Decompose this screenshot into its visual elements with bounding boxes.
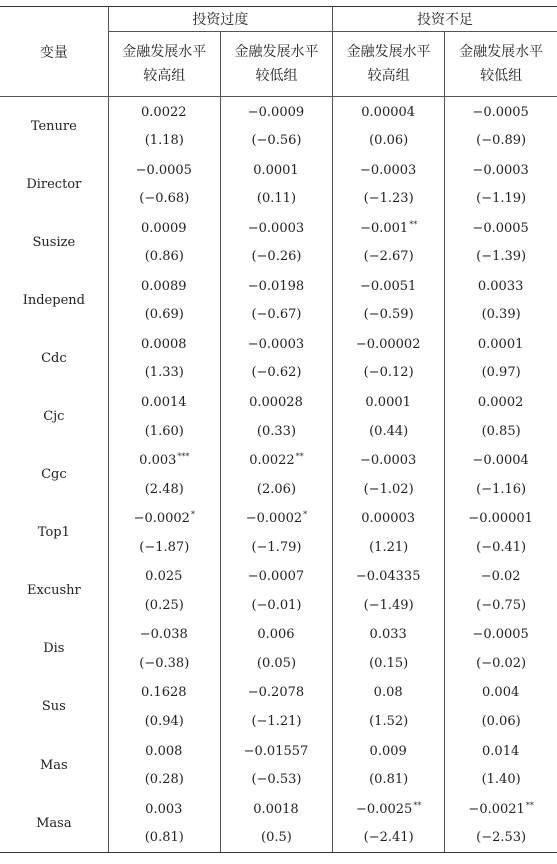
t-statistic-cell: (0.44) (333, 417, 445, 446)
coefficient-value: −0.038 (139, 627, 188, 643)
coefficient-value: −0.0005 (472, 104, 529, 120)
coefficient-cell (220, 562, 332, 591)
t-statistic-cell: (−1.02) (333, 475, 445, 504)
coefficient-cell (108, 562, 220, 591)
coefficient-cell (333, 504, 445, 533)
coefficient-cell (333, 213, 445, 242)
significance-stars: ** (409, 219, 418, 229)
coefficient-cell (108, 620, 220, 649)
t-statistic-cell: (−2.41) (333, 823, 445, 853)
table-row (0, 678, 557, 707)
table-row (0, 329, 557, 358)
coefficient-value: −0.00001 (468, 511, 533, 527)
coefficient-cell (333, 329, 445, 358)
table-row (0, 562, 557, 591)
coefficient-value: −0.0005 (472, 220, 529, 236)
coefficient-cell (333, 678, 445, 707)
coefficient-value: 0.033 (369, 627, 407, 643)
coefficient-value: 0.0008 (141, 336, 187, 352)
t-statistic-cell: (−0.68) (108, 184, 220, 213)
t-statistic-cell: (0.06) (333, 126, 445, 155)
coefficient-cell (108, 155, 220, 184)
t-statistic-cell: (−1.87) (108, 533, 220, 562)
coefficient-value: 0.0014 (141, 394, 187, 410)
coefficient-value: 0.00028 (249, 394, 303, 410)
subgroup-header (220, 32, 332, 97)
coefficient-cell (445, 97, 557, 127)
variable-name: Dis (0, 620, 108, 678)
variable-name: Cdc (0, 329, 108, 387)
coefficient-cell (333, 387, 445, 416)
coefficient-value: 0.0018 (253, 801, 299, 817)
coefficient-value: −0.01557 (243, 743, 309, 759)
coefficient-cell (220, 620, 332, 649)
coefficient-value: −0.0003 (359, 453, 417, 469)
group-header-underinvestment: 投资不足 (333, 7, 557, 32)
t-statistic-cell: (0.94) (108, 707, 220, 736)
coefficient-value: −0.0003 (359, 162, 417, 178)
t-statistic-cell: (−1.23) (333, 184, 445, 213)
t-statistic-cell: (1.33) (108, 358, 220, 387)
table-row (0, 736, 557, 765)
variable-name: Tenure (0, 97, 108, 156)
coefficient-cell (333, 271, 445, 300)
subgroup-line1: 金融发展水平 (346, 44, 431, 60)
variable-name: Top1 (0, 504, 108, 562)
coefficient-cell (220, 329, 332, 358)
coefficient-value: −0.04335 (355, 569, 421, 585)
coefficient-cell (220, 736, 332, 765)
t-statistic-cell: (0.25) (108, 591, 220, 620)
table-row (0, 271, 557, 300)
coefficient-cell (220, 446, 332, 475)
t-statistic-cell: (0.06) (481, 714, 521, 729)
t-statistic-cell: (−1.16) (476, 481, 527, 497)
coefficient-cell (108, 97, 220, 127)
coefficient-cell (333, 155, 445, 184)
table-row (0, 504, 557, 533)
coefficient-cell (333, 794, 445, 823)
t-statistic-cell: (−0.12) (333, 358, 445, 387)
coefficient-value: −0.0005 (135, 162, 192, 178)
table-row (0, 794, 557, 823)
coefficient-cell (220, 387, 332, 416)
coefficient-cell (445, 271, 557, 300)
coefficient-value: −0.0003 (247, 336, 305, 352)
variable-name: Sus (0, 678, 108, 736)
t-statistic-cell: (0.5) (220, 823, 332, 853)
coefficient-value: 0.0001 (253, 162, 299, 178)
subgroup-header (108, 32, 220, 97)
coefficient-value: 0.0001 (365, 394, 411, 410)
coefficient-cell (333, 620, 445, 649)
t-statistic-cell: (−0.26) (220, 242, 332, 271)
coefficient-cell (445, 562, 557, 591)
t-statistic-cell: (−2.67) (333, 242, 445, 271)
subgroup-line2: 较低组 (255, 68, 298, 84)
t-statistic-cell: (0.33) (220, 417, 332, 446)
coefficient-cell (108, 504, 220, 533)
group-header-overinvestment: 投资过度 (108, 7, 332, 32)
subgroup-line1: 金融发展水平 (122, 44, 207, 60)
coefficient-value: 0.0009 (141, 220, 187, 236)
subgroup-header (445, 32, 557, 97)
t-statistic-cell: (−0.67) (220, 300, 332, 329)
significance-stars: ** (295, 452, 304, 462)
subgroup-line1: 金融发展水平 (234, 44, 319, 60)
variable-header: 变量 (0, 7, 108, 97)
coefficient-cell (445, 736, 557, 765)
subgroup-line1: 金融发展水平 (459, 44, 544, 60)
coefficient-cell (108, 387, 220, 416)
coefficient-cell (445, 329, 557, 358)
variable-name: Masa (0, 794, 108, 853)
t-statistic-cell: (−2.53) (445, 823, 557, 853)
t-statistic-cell: (−0.38) (108, 649, 220, 678)
coefficient-value: 0.0022 (141, 104, 187, 120)
coefficient-cell (108, 271, 220, 300)
coefficient-value: −0.0003 (472, 162, 529, 178)
coefficient-value: 0.009 (369, 743, 407, 759)
coefficient-value: 0.00003 (361, 511, 416, 527)
table-row (0, 446, 557, 475)
coefficient-value: 0.014 (482, 743, 520, 759)
coefficient-cell (333, 446, 445, 475)
coefficient-cell (220, 504, 332, 533)
t-statistic-cell: (0.05) (220, 649, 332, 678)
coefficient-cell (108, 446, 220, 475)
t-statistic-cell: (−0.02) (476, 655, 527, 671)
significance-stars: * (190, 510, 195, 520)
t-statistic-cell: (−0.53) (220, 765, 332, 794)
t-statistic-cell: (2.06) (220, 475, 332, 504)
t-statistic-cell: (−1.19) (476, 191, 527, 207)
table-row (0, 620, 557, 649)
significance-stars: ** (413, 800, 422, 810)
coefficient-cell (333, 97, 445, 127)
coefficient-value: −0.0009 (247, 104, 305, 120)
t-statistic-cell: (1.52) (333, 707, 445, 736)
coefficient-cell (220, 213, 332, 242)
t-statistic-cell: (−1.49) (333, 591, 445, 620)
coefficient-value: −0.0005 (472, 627, 529, 643)
t-statistic-cell: (1.40) (481, 772, 521, 788)
coefficient-value: 0.0089 (141, 278, 187, 294)
coefficient-value: 0.0001 (477, 336, 524, 352)
t-statistic-cell: (0.28) (108, 765, 220, 794)
coefficient-value: −0.2078 (247, 685, 305, 701)
coefficient-cell (108, 213, 220, 242)
t-statistic-cell: (−0.59) (333, 300, 445, 329)
t-statistic-cell: (0.86) (108, 242, 220, 271)
coefficient-value: 0.0022 (249, 453, 295, 469)
coefficient-value: 0.003 (145, 801, 183, 817)
t-statistic-cell: (−0.01) (220, 591, 332, 620)
t-statistic-cell: (−1.39) (476, 249, 527, 265)
header-group-row (0, 7, 557, 32)
coefficient-value: −0.0021 (468, 801, 525, 817)
t-statistic-cell: (−1.21) (220, 707, 332, 736)
t-statistic-cell: (−0.75) (476, 597, 527, 613)
table-body (0, 97, 557, 853)
variable-name: Independ (0, 271, 108, 329)
coefficient-cell (220, 155, 332, 184)
coefficient-cell (220, 678, 332, 707)
coefficient-cell (108, 736, 220, 765)
coefficient-value: −0.0051 (359, 278, 417, 294)
coefficient-cell (220, 794, 332, 823)
coefficient-cell (445, 155, 557, 184)
t-statistic-cell: (0.81) (333, 765, 445, 794)
subgroup-line2: 较高组 (367, 68, 410, 84)
coefficient-value: −0.02 (480, 569, 521, 585)
t-statistic-cell: (0.85) (481, 423, 521, 439)
coefficient-value: −0.0002 (133, 511, 190, 527)
t-statistic-cell: (1.21) (333, 533, 445, 562)
coefficient-value: 0.00004 (361, 104, 416, 120)
t-statistic-cell: (−0.41) (476, 539, 527, 555)
t-statistic-cell: (1.18) (108, 126, 220, 155)
variable-name: Cgc (0, 446, 108, 504)
coefficient-cell (108, 329, 220, 358)
coefficient-value: −0.0007 (247, 569, 305, 585)
t-statistic-cell: (−0.89) (476, 133, 527, 149)
variable-name: Director (0, 155, 108, 213)
coefficient-cell (333, 562, 445, 591)
t-statistic-cell: (0.11) (220, 184, 332, 213)
t-statistic-cell: (0.81) (108, 823, 220, 853)
coefficient-value: −0.0003 (247, 220, 305, 236)
coefficient-cell (445, 794, 557, 823)
regression-table (0, 6, 557, 853)
coefficient-value: 0.1628 (141, 685, 187, 701)
significance-stars: *** (177, 452, 190, 462)
t-statistic-cell: (−0.62) (220, 358, 332, 387)
coefficient-cell (220, 97, 332, 127)
coefficient-cell (108, 678, 220, 707)
significance-stars: ** (525, 800, 534, 810)
t-statistic-cell: (−0.56) (220, 126, 332, 155)
coefficient-cell (445, 504, 557, 533)
coefficient-value: 0.006 (257, 627, 295, 643)
t-statistic-cell: (0.69) (108, 300, 220, 329)
table-row (0, 387, 557, 416)
subgroup-header (333, 32, 445, 97)
t-statistic-cell: (2.48) (108, 475, 220, 504)
coefficient-value: 0.025 (145, 569, 183, 585)
coefficient-value: 0.0002 (477, 394, 524, 410)
variable-name: Mas (0, 736, 108, 794)
coefficient-value: −0.0004 (472, 453, 529, 469)
t-statistic-cell: (0.97) (481, 365, 521, 381)
t-statistic-cell: (−1.79) (220, 533, 332, 562)
table-row (0, 97, 557, 127)
t-statistic-cell: (1.60) (108, 417, 220, 446)
coefficient-value: 0.004 (482, 685, 520, 701)
t-statistic-cell: (0.15) (333, 649, 445, 678)
coefficient-cell (333, 736, 445, 765)
coefficient-cell (445, 446, 557, 475)
coefficient-cell (445, 387, 557, 416)
coefficient-value: −0.001 (360, 220, 409, 236)
subgroup-line2: 较高组 (143, 68, 186, 84)
subgroup-line2: 较低组 (480, 68, 523, 84)
t-statistic-cell: (0.39) (481, 307, 521, 323)
table-row (0, 213, 557, 242)
coefficient-value: 0.08 (373, 685, 403, 701)
coefficient-value: −0.00002 (355, 336, 421, 352)
variable-name: Excushr (0, 562, 108, 620)
coefficient-value: −0.0025 (355, 801, 413, 817)
coefficient-cell (445, 678, 557, 707)
coefficient-value: −0.0002 (245, 511, 303, 527)
coefficient-value: 0.003 (139, 453, 177, 469)
variable-name: Cjc (0, 387, 108, 445)
variable-name: Susize (0, 213, 108, 271)
coefficient-value: 0.0033 (477, 278, 524, 294)
coefficient-cell (445, 620, 557, 649)
coefficient-value: −0.0198 (247, 278, 305, 294)
table-row (0, 155, 557, 184)
coefficient-value: 0.008 (145, 743, 183, 759)
coefficient-cell (108, 794, 220, 823)
coefficient-cell (445, 213, 557, 242)
significance-stars: * (303, 510, 308, 520)
coefficient-cell (220, 271, 332, 300)
